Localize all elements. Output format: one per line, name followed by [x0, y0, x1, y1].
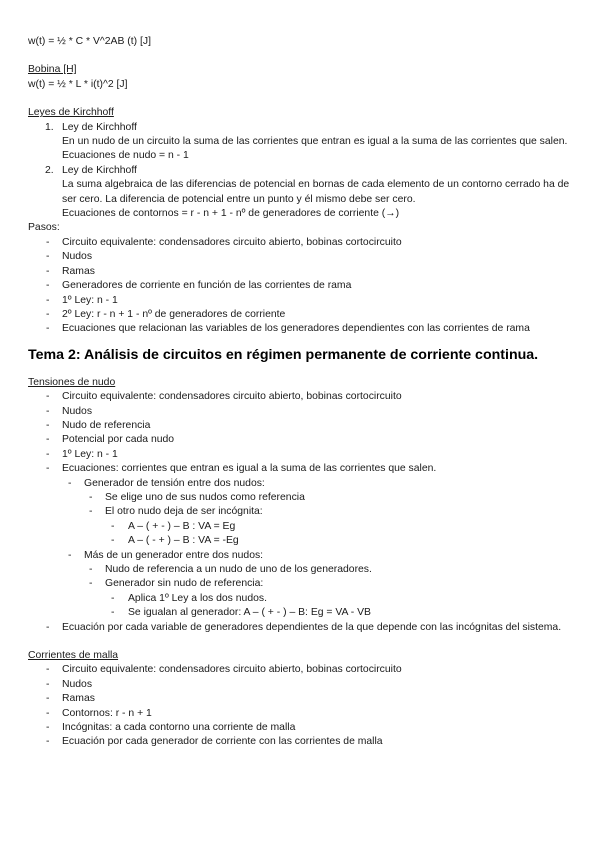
law-title: Ley de Kirchhoff: [62, 164, 137, 176]
pasos-label: Pasos:: [28, 222, 60, 234]
list-item: - Incógnitas: a cada contorno una corriente de malla: [46, 722, 296, 734]
capacitor-energy-formula: w(t) = ½ * C * V^2AB (t) [J]: [28, 36, 151, 47]
list-item: - 1º Ley: n - 1: [46, 448, 118, 460]
law-title: Ley de Kirchhoff: [62, 121, 137, 133]
list-item: - Contornos: r - n + 1: [46, 707, 152, 719]
list-item: - El otro nudo deja de ser incógnita:: [89, 506, 263, 518]
bobina-energy-formula: w(t) = ½ * L * i(t)^2 [J]: [28, 78, 128, 90]
tensiones-nudo-heading: Tensiones de nudo: [28, 376, 116, 388]
list-item: - Ecuación por cada generador de corriente con las corrientes de malla: [46, 736, 383, 748]
list-item: - Ramas: [46, 265, 95, 277]
law-equation: Ecuaciones de nudo = n - 1: [62, 150, 189, 162]
section-title-tema2: Tema 2: Análisis de circuitos en régimen permanente de corriente continua.: [28, 346, 539, 363]
pasos-list: [28, 236, 572, 337]
list-item: - Ecuación por cada variable de generadores dependientes de la que depende con las incógnitas del sistema.: [46, 621, 562, 633]
list-item: [28, 121, 572, 164]
list-item: - Se igualan al generador: A – ( + - ) – B: Eg = VA - VB: [111, 607, 371, 619]
corrientes-malla-list: [28, 663, 572, 749]
bobina-heading: Bobina [H]: [28, 64, 77, 76]
list-item: - Nudos: [46, 405, 93, 417]
list-item: - Aplica 1º Ley a los dos nudos.: [111, 592, 267, 604]
list-item: - A – ( - + ) – B : VA = -Eg: [111, 535, 239, 547]
list-item: - Generador sin nudo de referencia:: [89, 578, 264, 590]
list-item: - Ecuaciones: corrientes que entran es igual a la suma de las corrientes que salen.: [46, 463, 437, 475]
list-item: - Circuito equivalente: condensadores circuito abierto, bobinas cortocircuito: [46, 664, 402, 676]
list-number: 1.: [45, 121, 54, 133]
list-item: - Circuito equivalente: condensadores circuito abierto, bobinas cortocircuito: [46, 391, 402, 403]
list-item: - Más de un generador entre dos nudos:: [68, 549, 264, 561]
kirchhoff-laws-list: [28, 121, 572, 222]
law-text: En un nudo de un circuito la suma de las corrientes que entran es igual a la suma de las corrientes que salen.: [62, 136, 568, 148]
list-item: - A – ( + - ) – B : VA = Eg: [111, 520, 236, 532]
list-item: - 2º Ley: r - n + 1 - nº de generadores de corriente: [46, 308, 286, 320]
list-item: - Ramas: [46, 693, 95, 705]
list-item: - Ecuaciones que relacionan las variables de los generadores dependientes con las corrientes de rama: [46, 323, 530, 335]
list-item: - Se elige uno de sus nudos como referencia: [89, 491, 305, 503]
list-number: 2.: [45, 164, 54, 176]
list-item: - Nudos: [46, 251, 93, 263]
list-item: - Generadores de corriente en función de las corrientes de rama: [46, 280, 352, 292]
list-item: [28, 164, 572, 222]
list-item: - Potencial por cada nudo: [46, 434, 175, 446]
list-item: - Generador de tensión entre dos nudos:: [68, 477, 265, 489]
tensiones-nudo-list: [28, 390, 572, 635]
list-item: - Nudos: [46, 678, 93, 690]
corrientes-malla-heading: Corrientes de malla: [28, 650, 119, 662]
list-item: - Nudo de referencia a un nudo de uno de los generadores.: [89, 564, 372, 575]
list-item: - Circuito equivalente: condensadores circuito abierto, bobinas cortocircuito: [46, 236, 402, 248]
kirchhoff-heading: Leyes de Kirchhoff: [28, 107, 114, 119]
list-item: - 1º Ley: n - 1: [46, 294, 118, 306]
law-text: La suma algebraica de las diferencias de potencial en bornas de cada elemento de un contorno cerrado ha de ser cero. La diferencia de potencial entre un punto y él mismo debe ser cero.: [62, 179, 570, 205]
law-equation: Ecuaciones de contornos = r - n + 1 - nº de generadores de corriente (→): [62, 208, 400, 220]
list-item: - Nudo de referencia: [46, 419, 151, 431]
